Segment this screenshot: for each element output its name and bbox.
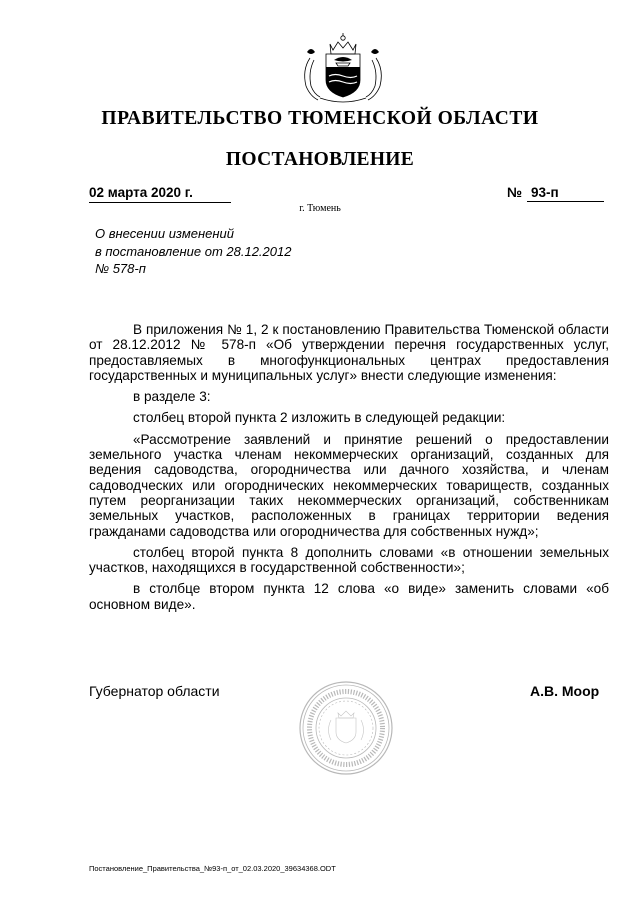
body-paragraph: В приложения № 1, 2 к постановлению Правительства Тюменской области от 28.12.2012 № 578-п «Об утверждении перечня государственных услуг, предоставляемых в многофункциональных центрах предоставления государственных и муниципальных услуг» внести следующие изменения: <box>89 322 609 383</box>
document-type: ПОСТАНОВЛЕНИЕ <box>225 149 415 170</box>
signatory-name: А.В. Моор <box>530 683 600 699</box>
document-date: 02 марта 2020 г. <box>89 185 231 203</box>
signatory-position: Губернатор области <box>89 683 220 699</box>
body-paragraph: столбец второй пункта 8 дополнить словами «в отношении земельных участков, находящихся в государственной собственности»; <box>89 544 609 576</box>
body-paragraph: в разделе 3: <box>133 389 211 405</box>
subject-line: в постановление от 28.12.2012 <box>95 243 292 259</box>
document-body <box>89 322 609 612</box>
body-paragraph: в столбце втором пункта 12 слова «о виде» заменить словами «об основном виде». <box>89 581 609 612</box>
number-label: № <box>507 185 523 200</box>
subject-line: О внесении изменений <box>95 226 234 241</box>
tyumen-coat-of-arms-icon <box>300 30 386 104</box>
document-subject <box>95 225 291 278</box>
government-title: ПРАВИТЕЛЬСТВО ТЮМЕНСКОЙ ОБЛАСТИ <box>101 108 539 129</box>
official-seal-icon <box>298 680 394 776</box>
city: г. Тюмень <box>299 203 341 214</box>
document-number: 93-п <box>527 185 604 202</box>
subject-line: № 578-п <box>95 261 146 276</box>
body-paragraph: «Рассмотрение заявлений и принятие решений о предоставлении земельного участка членам некоммерческих организаций, созданных для ведения садоводства, огородничества или дачного хозяйства, и членам садоводческих или огороднических некоммерческих товариществ, созданных путем реорганизации таких некоммерческих организаций, собственникам земельных участков, расположенных в границах территории ведения гражданами садоводства или огородничества для собственных нужд»; <box>89 431 609 539</box>
body-paragraph: столбец второй пункта 2 изложить в следующей редакции: <box>133 410 506 426</box>
file-name-footer: Постановление_Правительства_№93-п_от_02.03.2020_39634368.ODT <box>89 864 336 873</box>
